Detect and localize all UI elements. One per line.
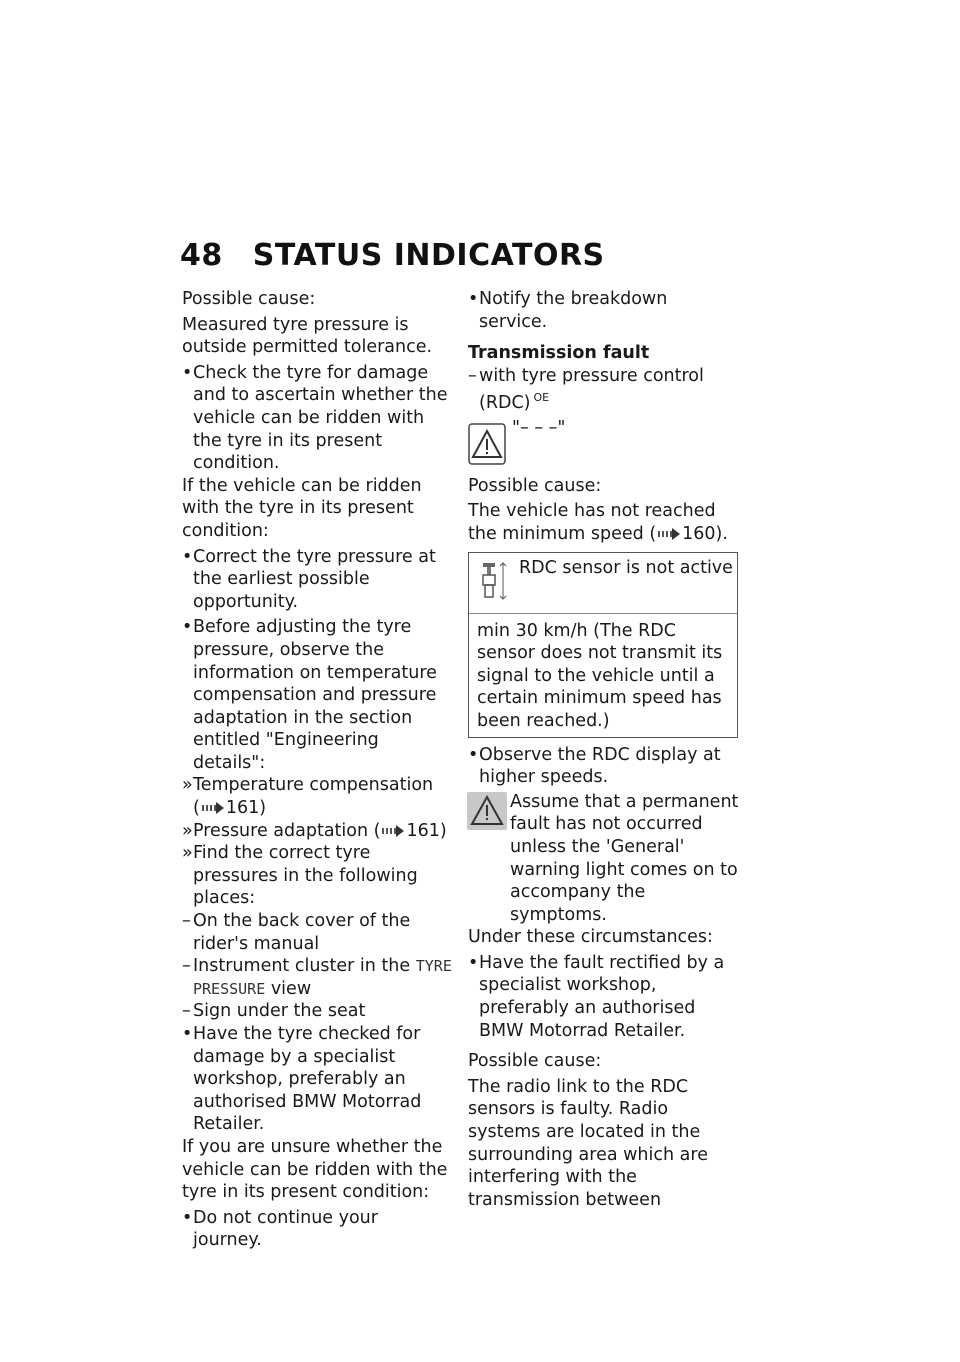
list-item-text: Observe the RDC display at higher speeds. [479, 744, 721, 788]
min-speed-sentence: The vehicle has not reached the minimum speed [468, 501, 716, 544]
under-circumstances-text: Under these circumstances: [468, 927, 713, 948]
list-item: » Temperature compensation ( 161) [182, 775, 434, 819]
list-item [182, 546, 452, 614]
bullet-icon: • [468, 289, 479, 309]
warning-triangle-icon [467, 792, 507, 830]
list-item-text: with tyre pressure control (RDC) [479, 365, 704, 414]
list-item-text: Sign under the seat [193, 1001, 366, 1022]
list-item [182, 910, 452, 955]
page-reference-arrow-icon [382, 825, 404, 837]
bullet-icon: • [182, 546, 193, 567]
right-column [468, 288, 740, 1214]
bullet-icon: • [182, 1024, 193, 1044]
possible-cause-label: Possible cause: [468, 1051, 602, 1072]
unsure-text: If you are unsure whether the vehicle can be ridden with the tyre in its present condition: [182, 1136, 448, 1203]
page-heading [180, 238, 605, 273]
page-reference[interactable]: 161) [225, 798, 267, 819]
double-chevron-icon: » [182, 843, 193, 864]
page-reference[interactable]: 160). [682, 523, 728, 544]
dash-icon: – [182, 911, 191, 932]
display-view-name: TYRE PRESSURE [193, 957, 452, 998]
table-header-cell [469, 553, 737, 614]
list-item [182, 820, 452, 843]
warning-display-row [468, 417, 740, 469]
option-superscript: OE [533, 391, 550, 405]
if-ridden-text: If the vehicle can be ridden with the tyre in its present condition: [182, 475, 422, 541]
min-speed-text: The vehicle has not reached the minimum speed ( 160). [468, 501, 728, 544]
list-item-text: Check the tyre for damage and to ascertain whether the vehicle can be ridden with the tyre in its present condition. [193, 362, 448, 474]
rdc-info-table [468, 552, 738, 738]
list-item [468, 744, 740, 789]
page-reference-arrow-icon [202, 802, 224, 814]
table-note-cell: min 30 km/h (The RDC sensor does not transmit its signal to the vehicle until a certain minimum speed has been reached.) [477, 620, 723, 731]
bullet-icon: • [468, 952, 479, 973]
bullet-icon: • [182, 1207, 193, 1228]
rdc-sensor-icon [479, 561, 511, 603]
measured-pressure-text: Measured tyre pressure is outside permitted tolerance. [182, 314, 433, 358]
dash-icon: – [182, 1001, 191, 1022]
caution-text: Assume that a permanent fault has not occurred unless the 'General' warning light comes on to accompany the symptoms. [510, 791, 739, 925]
bullet-icon: • [182, 362, 193, 383]
list-item-text: Have the tyre checked for damage by a specialist workshop, preferably an authorised BMW Motorrad Retailer. [193, 1024, 422, 1135]
list-item-text: Instrument cluster in the [193, 956, 411, 977]
dash-icon: – [468, 365, 477, 386]
list-item [468, 952, 740, 1042]
subsection-heading: Transmission fault [468, 343, 650, 364]
list-item [182, 1000, 452, 1023]
list-item [182, 616, 452, 774]
list-item-text: Notify the breakdown service. [479, 289, 668, 332]
section-title: STATUS INDICATORS [252, 238, 605, 273]
list-item-text: Correct the tyre pressure at the earliest possible opportunity. [193, 546, 436, 612]
list-item-text: Have the fault rectified by a specialist workshop, preferably an authorised BMW Motorrad Retailer. [479, 952, 725, 1041]
list-item [468, 288, 740, 333]
radio-link-text: The radio link to the RDC sensors is faulty. Radio systems are located in the surrounding area which are interfering with the transmission between [468, 1076, 708, 1210]
list-item-text: Find the correct tyre pressures in the following places: [193, 843, 418, 909]
table-status-text: RDC sensor is not active [519, 557, 733, 578]
page-reference[interactable]: 161) [406, 820, 447, 841]
list-item [182, 362, 452, 475]
list-item-text: view [270, 978, 312, 999]
possible-cause-label: Possible cause: [468, 475, 602, 496]
possible-cause-label: Possible cause: [182, 289, 316, 309]
left-column [182, 288, 452, 1252]
dash-icon: – [182, 956, 191, 977]
list-item-text: On the back cover of the rider's manual [193, 911, 411, 954]
list-item-text: Pressure adaptation ( [193, 820, 381, 841]
list-item-text: Temperature compensation [193, 775, 434, 796]
warning-triangle-icon [468, 423, 506, 465]
page-number: 48 [180, 238, 223, 273]
list-item-text: Do not continue your journey. [193, 1207, 378, 1251]
list-item [182, 1207, 452, 1252]
list-item [182, 842, 452, 910]
bullet-icon: • [182, 617, 193, 638]
list-item-text: Before adjusting the tyre pressure, observe the information on temperature compensation and pressure adaptation in the section entitled "Engineering details": [193, 617, 437, 773]
display-code: "– – –" [512, 417, 566, 438]
list-item [182, 955, 452, 1000]
double-chevron-icon: » [182, 820, 193, 841]
caution-note [468, 791, 740, 927]
bullet-icon: • [468, 744, 479, 765]
list-item [468, 365, 740, 415]
double-chevron-icon: » [182, 775, 193, 796]
page-reference-arrow-icon [658, 528, 680, 540]
list-item [182, 1023, 452, 1136]
